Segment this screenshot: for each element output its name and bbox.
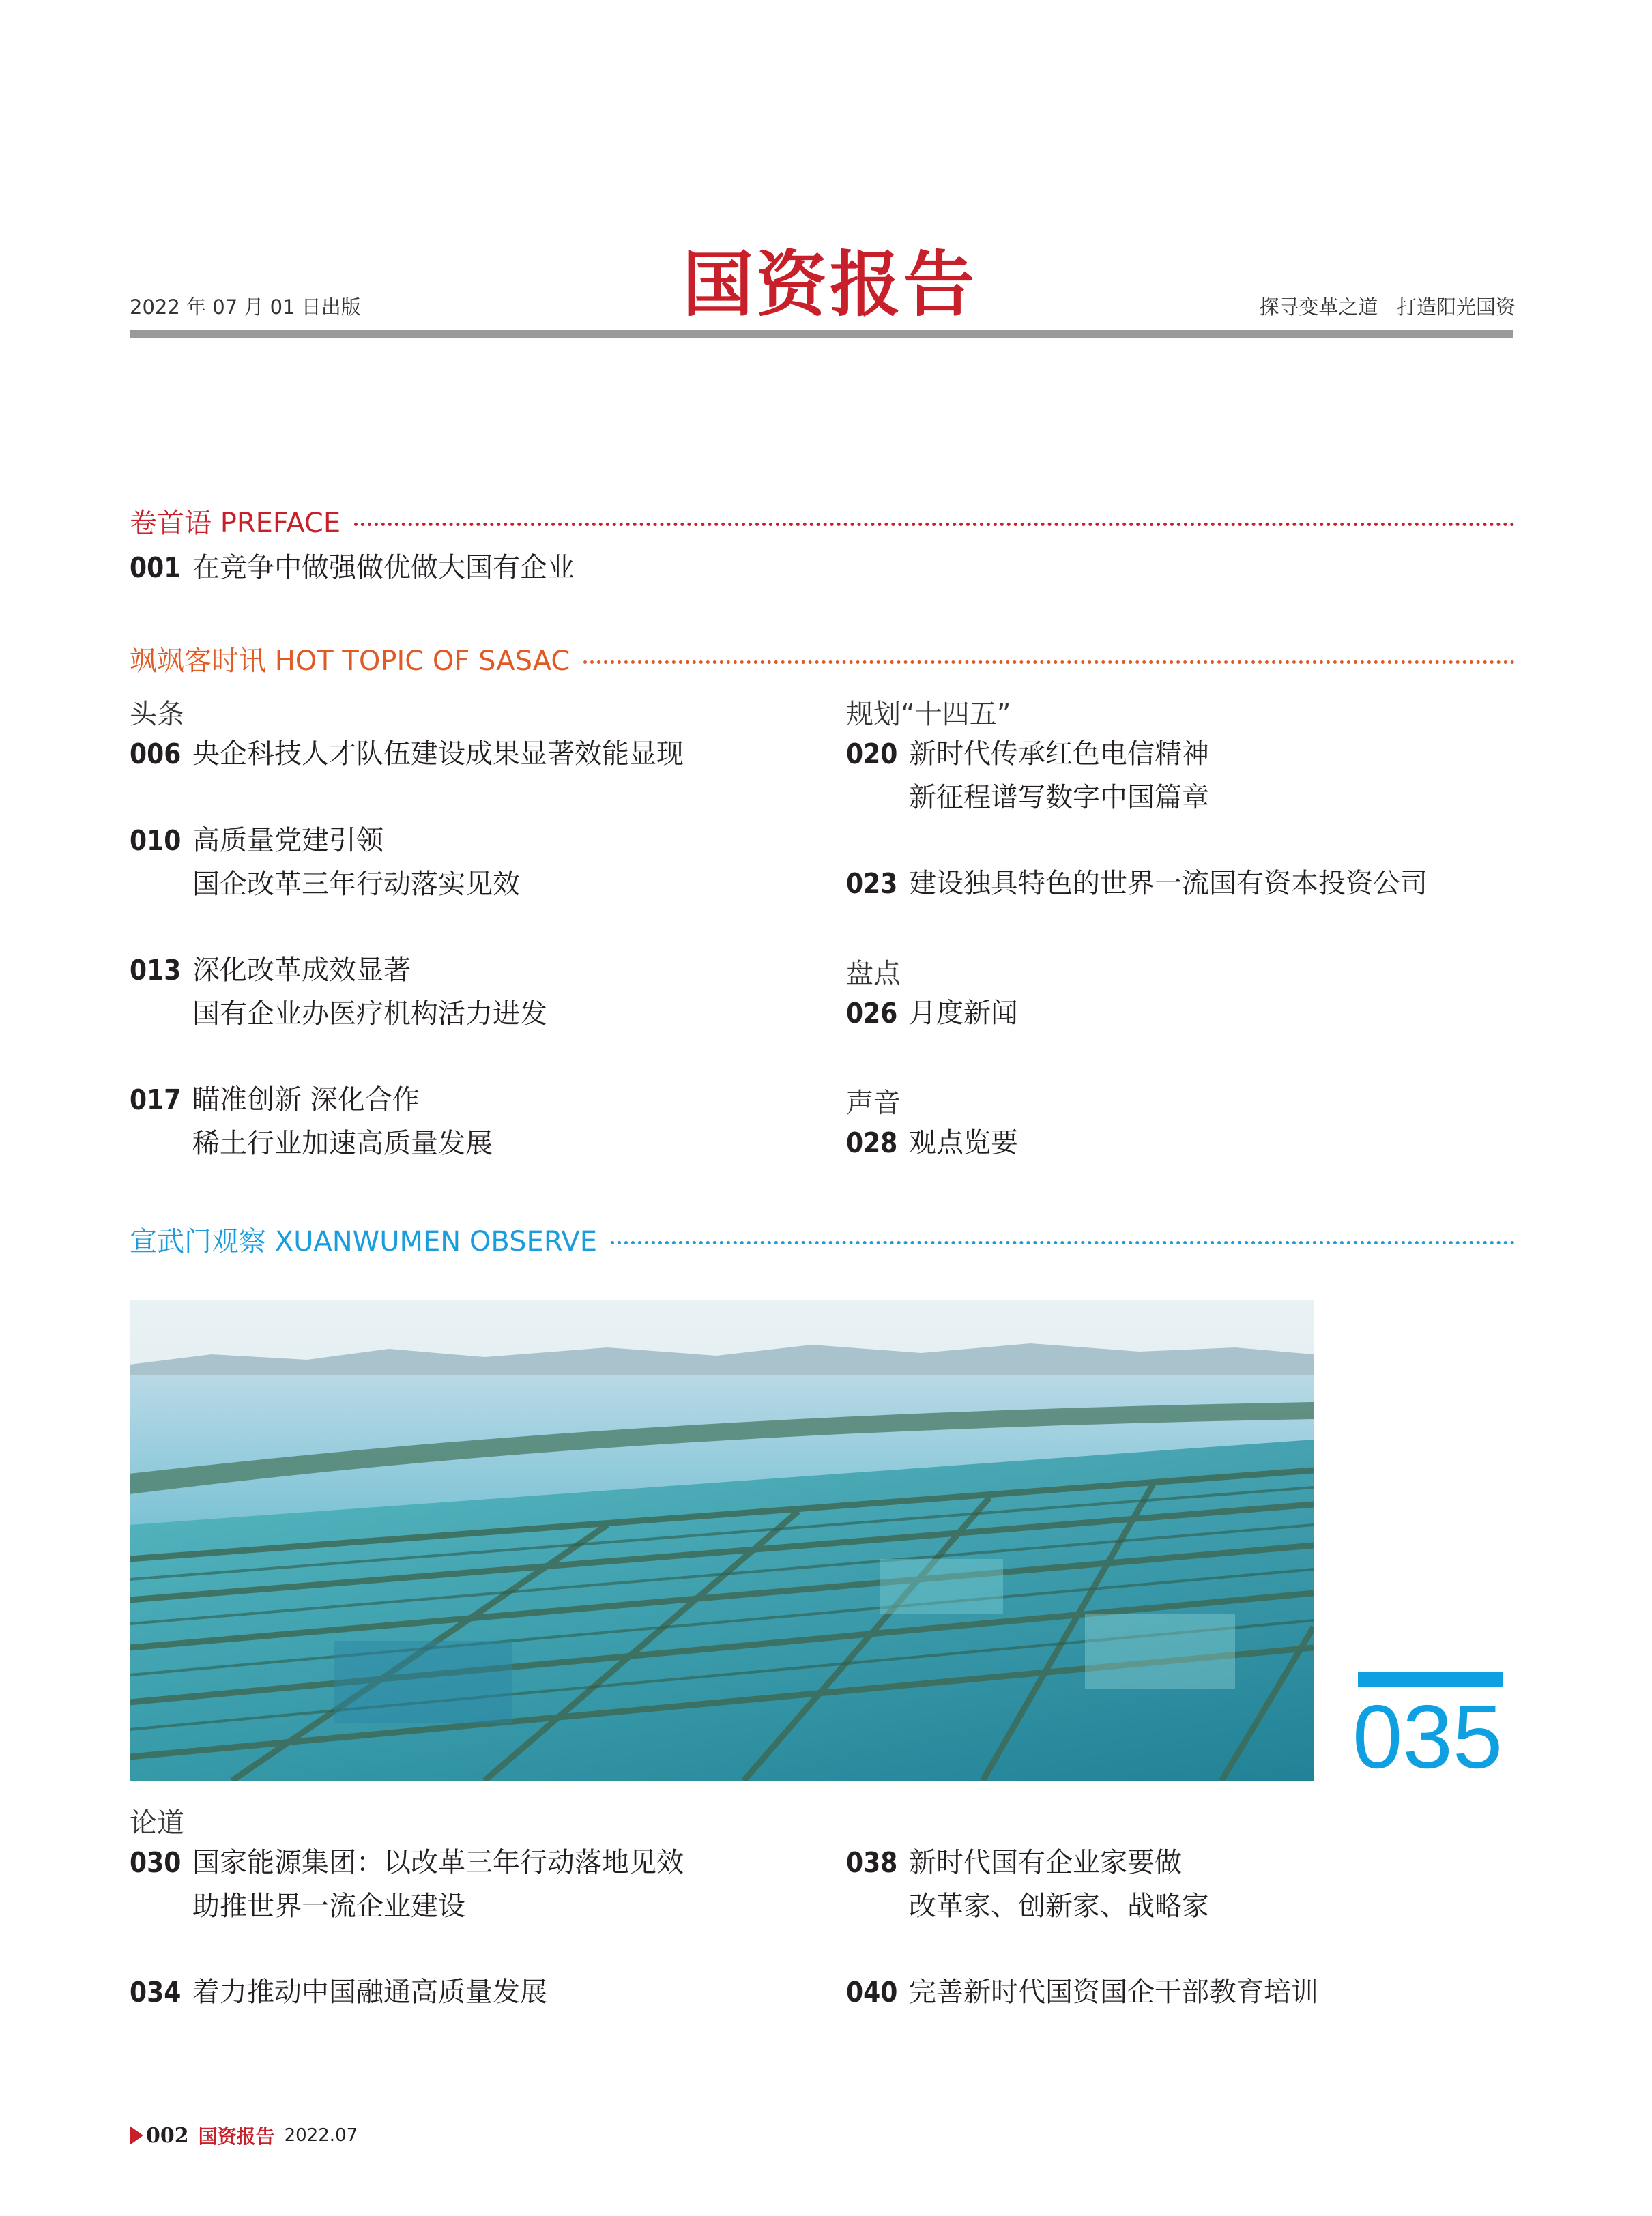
header-rule [130,330,1513,338]
subsection-discussion: 论道 [130,1807,184,1839]
page-number: 026 [846,997,898,1030]
subsection-headline: 头条 [130,699,184,730]
section-heading-hot-topic [130,638,1515,679]
entry-title: 深化改革成效显著 [192,954,411,986]
page-footer [130,2122,358,2149]
entry-title: 新时代国有企业家要做 [909,1847,1182,1878]
section-label: 飒飒客时讯 HOT TOPIC OF SASAC [130,645,570,677]
dotted-leader [611,1241,1515,1244]
dotted-leader [354,523,1515,526]
footer-page-number: 002 [146,2123,189,2148]
entry-title: 观点览要 [909,1127,1018,1158]
section-heading-xuanwumen [130,1219,1515,1259]
toc-entry-028[interactable] [846,1121,1018,1165]
entry-title: 高质量党建引领 [192,825,383,856]
photo-page-number[interactable]: 035 [1352,1687,1503,1787]
toc-entry-013[interactable] [130,948,547,1036]
toc-entry-026[interactable] [846,991,1018,1035]
page-number: 020 [846,738,898,770]
toc-entry-038[interactable] [846,1841,1209,1928]
page-number: 023 [846,867,898,900]
subsection-voice: 声音 [846,1088,901,1119]
toc-entry-040[interactable] [846,1970,1318,2014]
toc-entry-017[interactable] [130,1078,493,1165]
toc-entry-034[interactable] [130,1970,547,2014]
play-arrow-icon [130,2126,143,2145]
page-number: 030 [130,1846,182,1879]
page-number: 001 [130,551,182,584]
entry-title: 新时代传承红色电信精神 [909,738,1209,770]
section-heading-preface [130,500,1515,541]
magazine-title: 国资报告 [682,242,978,326]
entry-title: 着力推动中国融通高质量发展 [192,1977,547,2008]
toc-entry-030[interactable] [130,1841,684,1928]
entry-title: 稀土行业加速高质量发展 [192,1128,493,1159]
entry-title: 国企改革三年行动落实见效 [192,869,520,900]
footer-issue: 2022.07 [284,2125,358,2146]
subsection-review: 盘点 [846,958,901,989]
entry-title: 瞄准创新 深化合作 [192,1084,420,1116]
entry-title: 央企科技人才队伍建设成果显著效能显现 [192,738,684,770]
page-label-bar [1358,1672,1503,1687]
page-number: 040 [846,1976,898,2009]
entry-title: 改革家、创新家、战略家 [909,1891,1209,1922]
page-number: 013 [130,954,182,987]
entry-title: 新征程谱写数字中国篇章 [909,782,1209,813]
toc-entry-020[interactable] [846,732,1209,819]
toc-entry-006[interactable] [130,732,684,776]
entry-title: 月度新闻 [909,997,1018,1029]
entry-title: 国有企业办医疗机构活力进发 [192,998,547,1030]
section-label: 宣武门观察 XUANWUMEN OBSERVE [130,1225,598,1257]
page-number: 006 [130,738,182,770]
slogan: 探寻变革之道 打造阳光国资 [1259,295,1516,319]
entry-title: 完善新时代国资国企干部教育培训 [909,1977,1318,2008]
dotted-leader [583,660,1515,664]
section-label: 卷首语 PREFACE [130,507,341,539]
page-number: 028 [846,1126,898,1159]
entry-title: 在竞争中做强做优做大国有企业 [192,552,575,583]
page-number: 034 [130,1976,182,2009]
subsection-plan: 规划“十四五” [846,699,1011,730]
toc-entry-010[interactable] [130,819,520,906]
toc-entry-023[interactable] [846,862,1428,905]
footer-magazine-name: 国资报告 [198,2125,275,2148]
page-number: 010 [130,824,182,857]
page-number: 017 [130,1083,182,1116]
toc-entry-001[interactable] [130,546,575,589]
page-number: 038 [846,1846,898,1879]
entry-title: 国家能源集团：以改革三年行动落地见效 [192,1847,684,1878]
entry-title: 建设独具特色的世界一流国有资本投资公司 [909,868,1428,899]
aquaculture-ponds-photo [130,1300,1314,1781]
entry-title: 助推世界一流企业建设 [192,1891,465,1922]
issue-date: 2022 年 07 月 01 日出版 [130,295,361,319]
